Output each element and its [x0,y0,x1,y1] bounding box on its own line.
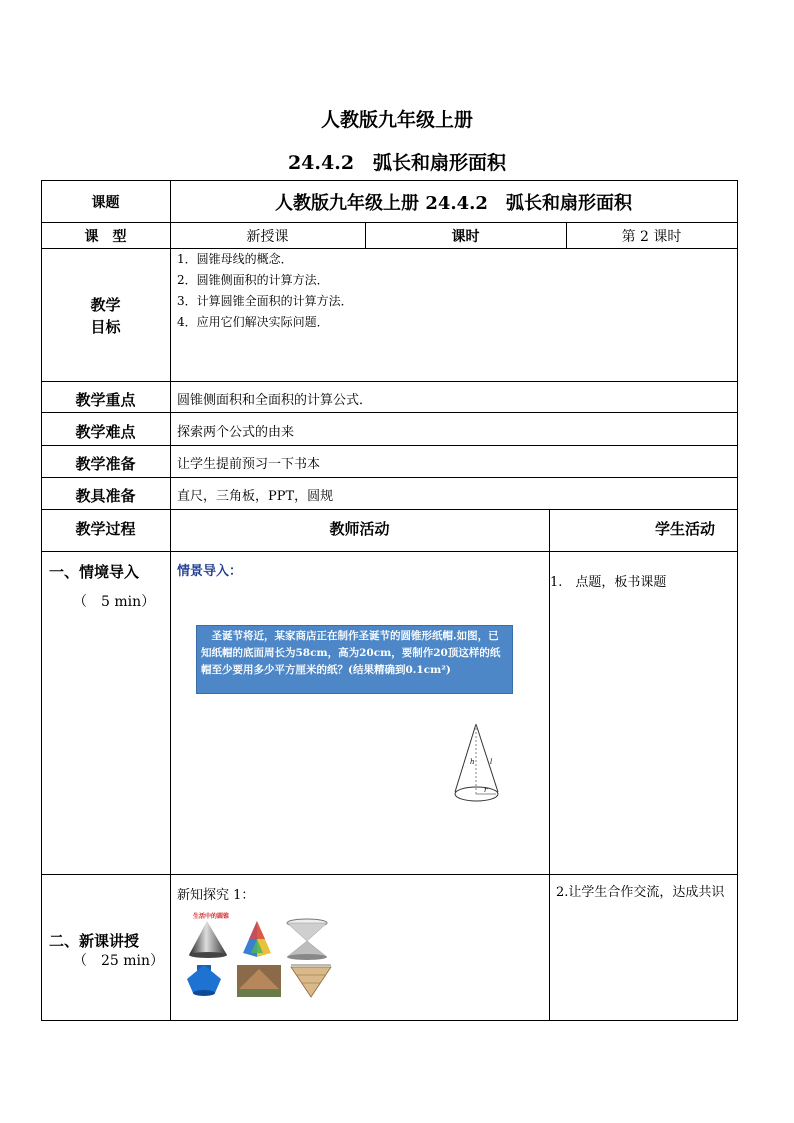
tools-label: 教具准备 [75,487,136,505]
cone-pictures [185,917,340,1002]
section2-teacher-heading: 新知探究 1： [177,888,255,903]
section1-teacher-heading: 情景导入： [177,564,243,579]
type-value: 新授课 [246,229,289,245]
section1-student: 1. 点题，板书课题 [550,575,667,590]
student-activity-header: 学生活动 [654,520,715,538]
document-subtitle: 24.4.2 弧长和扇形面积 [287,152,507,174]
tools-value: 直尺，三角板，PPT，圆规 [177,489,334,504]
prep-label: 教学准备 [75,455,136,473]
hours-label: 课时 [451,229,480,245]
topic-label: 课题 [91,195,120,211]
cone-h-label: h [470,758,475,766]
teacher-activity-header: 教师活动 [329,520,390,538]
section2-student: 2.让学生合作交流，达成共识 [556,885,725,900]
prep-value: 让学生提前预习一下书本 [177,457,321,472]
cone-r-label: r [484,786,488,794]
cone-right-edge [476,724,498,792]
problem-text: 圣诞节将近，某家商店正在制作圣诞节的圆锥形纸帽.如图，已知纸帽的底面周长为58cm，高为20cm，要制作20顶这样的纸帽至少要用多少平方厘米的纸？(结果精确到0.1cm²) [201,630,501,676]
cone-diagram [448,722,508,806]
problem-callout [196,625,513,694]
goal-item: 2．圆锥侧面积的计算方法． [177,273,329,287]
goal-item: 1．圆锥母线的概念． [177,252,293,266]
section1-time: （ 5 min） [73,594,156,610]
section2-label: 二、新课讲授 [49,932,140,950]
topic-value: 人教版九年级上册 24.4.2 弧长和扇形面积 [275,193,632,214]
pictures-caption: 生活中的圆锥 [193,913,230,920]
difficulty-value: 探索两个公式的由来 [177,425,295,440]
goals-label-1: 教学 [90,296,121,314]
goal-item: 4．应用它们解决实际问题． [177,315,329,329]
goal-item: 3．计算圆锥全面积的计算方法． [177,294,353,308]
document-title: 人教版九年级上册 [320,109,473,131]
cone-l-label: l [490,758,493,766]
metal-cone-image [189,921,227,955]
difficulty-label: 教学难点 [75,423,136,441]
key-label: 教学重点 [75,391,136,409]
section1-label: 一、情境导入 [49,563,140,581]
goals-label-2: 目标 [90,318,121,336]
key-value: 圆锥侧面积和全面积的计算公式． [177,393,373,408]
type-label: 课 型 [84,229,127,245]
process-label: 教学过程 [75,520,136,538]
section2-time: （ 25 min） [73,953,165,969]
hours-value: 第 2 课时 [621,229,682,245]
